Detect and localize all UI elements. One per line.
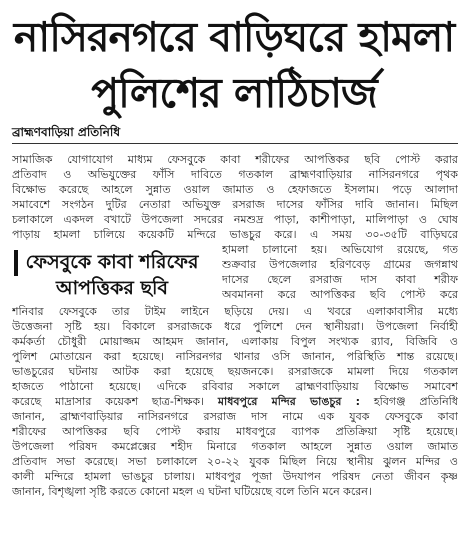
body-line: প্রতিবাদ সভা করেছে। সভা চলাকালে ২০-২২ যুবক মিছিল নিয়ে স্থানীয় ঝুলন মন্দির ও	[12, 455, 458, 468]
byline: ব্রাহ্মণবাড়িয়া প্রতিনিধি	[12, 125, 121, 139]
subheading-line-1: ফেসবুকে কাবা শরিফের	[25, 251, 199, 273]
subheading-line-2: আপত্তিকর ছবি	[56, 277, 168, 299]
headline-line-1: নাসিরনগরে বাড়িঘরে হামলা	[13, 13, 455, 61]
body-line: উত্তেজনা সৃষ্টি হয়। বিকালে রসরাজকে ধরে পুলিশে দেন স্থানীয়রা। উপজেলা নির্বাহী	[12, 320, 458, 333]
body-text: করেছে মাদ্রাসার কয়েকশ ছাত্র-শিক্ষক।	[12, 395, 218, 408]
body-line: চলাকালে একদল বখাটে উপজেলা সদরের নমশুদ্র পাড়া, কাশীপাড়া, মালিপাড়া ও ঘোষ	[12, 213, 458, 226]
body-line: শরীফের আপত্তিকর ছবি পোস্ট করায় মাধবপুরে ব্যাপক প্রতিক্রিয়া সৃষ্টি হয়েছে।	[12, 425, 458, 438]
section-heading-madhabpur: মাধবপুরে মন্দির ভাঙচুর :	[217, 395, 360, 408]
body-line: শুক্রবার উপজেলার হরিণবেড় গ্রামের জগন্নাথ	[222, 258, 458, 271]
body-line: সমাবেশে সংগঠন দুটির নেতারা অভিযুক্ত রসরাজ দাসের ফাঁসির দাবি জানান। মিছিল	[12, 198, 458, 211]
body-line: বিক্ষোভ করেছে আহলে সুন্নাত ওয়াল জামাত ও হেফাজতে ইসলাম। পড়ে আলাদা	[12, 183, 458, 196]
body-text: হবিগঞ্জ প্রতিনিধি	[359, 395, 458, 408]
body-line: ভাঙচুরের ঘটনায় আটক করা হয়েছে ছয়জনকে। রসরাজকে মামলা দিয়ে গতকাল	[12, 365, 458, 378]
body-line: প্রতিবাদ ও অভিযুক্তের ফাঁসি দাবিতে গতকাল ব্রাহ্মণবাড়িয়ার নাসিরনগরে পৃথক	[12, 168, 458, 181]
body-line: অবমাননা করে আপত্তিকর ছবি পোস্ট করে	[222, 288, 458, 301]
byline-divider	[12, 143, 458, 144]
body-line: পাড়ায় হামলা চালিয়ে কয়েকটি মন্দিরে ভাঙচুর করে। এ সময় ৩০-৩৫টি বাড়িঘরে	[12, 228, 458, 241]
body-line: দাসের ছেলে রসরাজ দাস কাবা শরীফ	[222, 273, 458, 286]
body-line	[12, 394, 458, 409]
headline-line-2: পুলিশের লাঠিচার্জ	[91, 69, 377, 117]
body-line: উপজেলা পরিষদ কমপ্লেক্সের শহীদ মিনারে গতকাল আহলে সুন্নাত ওয়াল জামাত	[12, 440, 458, 453]
body-line: শনিবার ফেসবুকে তার টাইম লাইনে ছড়িয়ে দেয়। এ খবরে এলাকাবাসীর মধ্যে	[12, 305, 458, 318]
body-line: জানান, বিশৃঙ্খলা সৃষ্টি করতে কোনো মহল এ ঘটনা ঘটিয়েছে বলে তিনি মনে করেন।	[12, 485, 372, 498]
body-line: জানান, ব্রাহ্মণবাড়িয়ার নাসিরনগরে রসরাজ দাস নামে এক যুবক ফেসবুকে কাবা	[12, 410, 458, 423]
body-line: সামাজিক যোগাযোগ মাধ্যম ফেসবুকে কাবা শরীফের আপত্তিকর ছবি পোস্ট করার	[12, 153, 458, 166]
body-line: কালী মন্দিরে হামলা ভাঙচুর চালায়। মাধবপুর পূজা উদযাপন পরিষদ নেতা জীবন কৃষ্ণ	[12, 470, 458, 483]
body-line: হামলা চালানো হয়। অভিযোগ রয়েছে, গত	[222, 243, 458, 256]
body-line: কর্মকর্তা চৌধুরী মোয়াজ্জম আহমদ জানান, এলাকায় বিপুল সংখ্যক র‍্যাব, বিজিবি ও	[12, 335, 458, 348]
body-line: হাজতে পাঠানো হয়েছে। এদিকে রবিবার সকালে ব্রাহ্মণবাড়িয়ায় বিক্ষোভ সমাবেশ	[12, 380, 458, 393]
body-line: পুলিশ মোতায়েন করা হয়েছে। নাসিরনগর থানার ওসি জানান, পরিস্থিতি শান্ত রয়েছে।	[12, 350, 458, 363]
